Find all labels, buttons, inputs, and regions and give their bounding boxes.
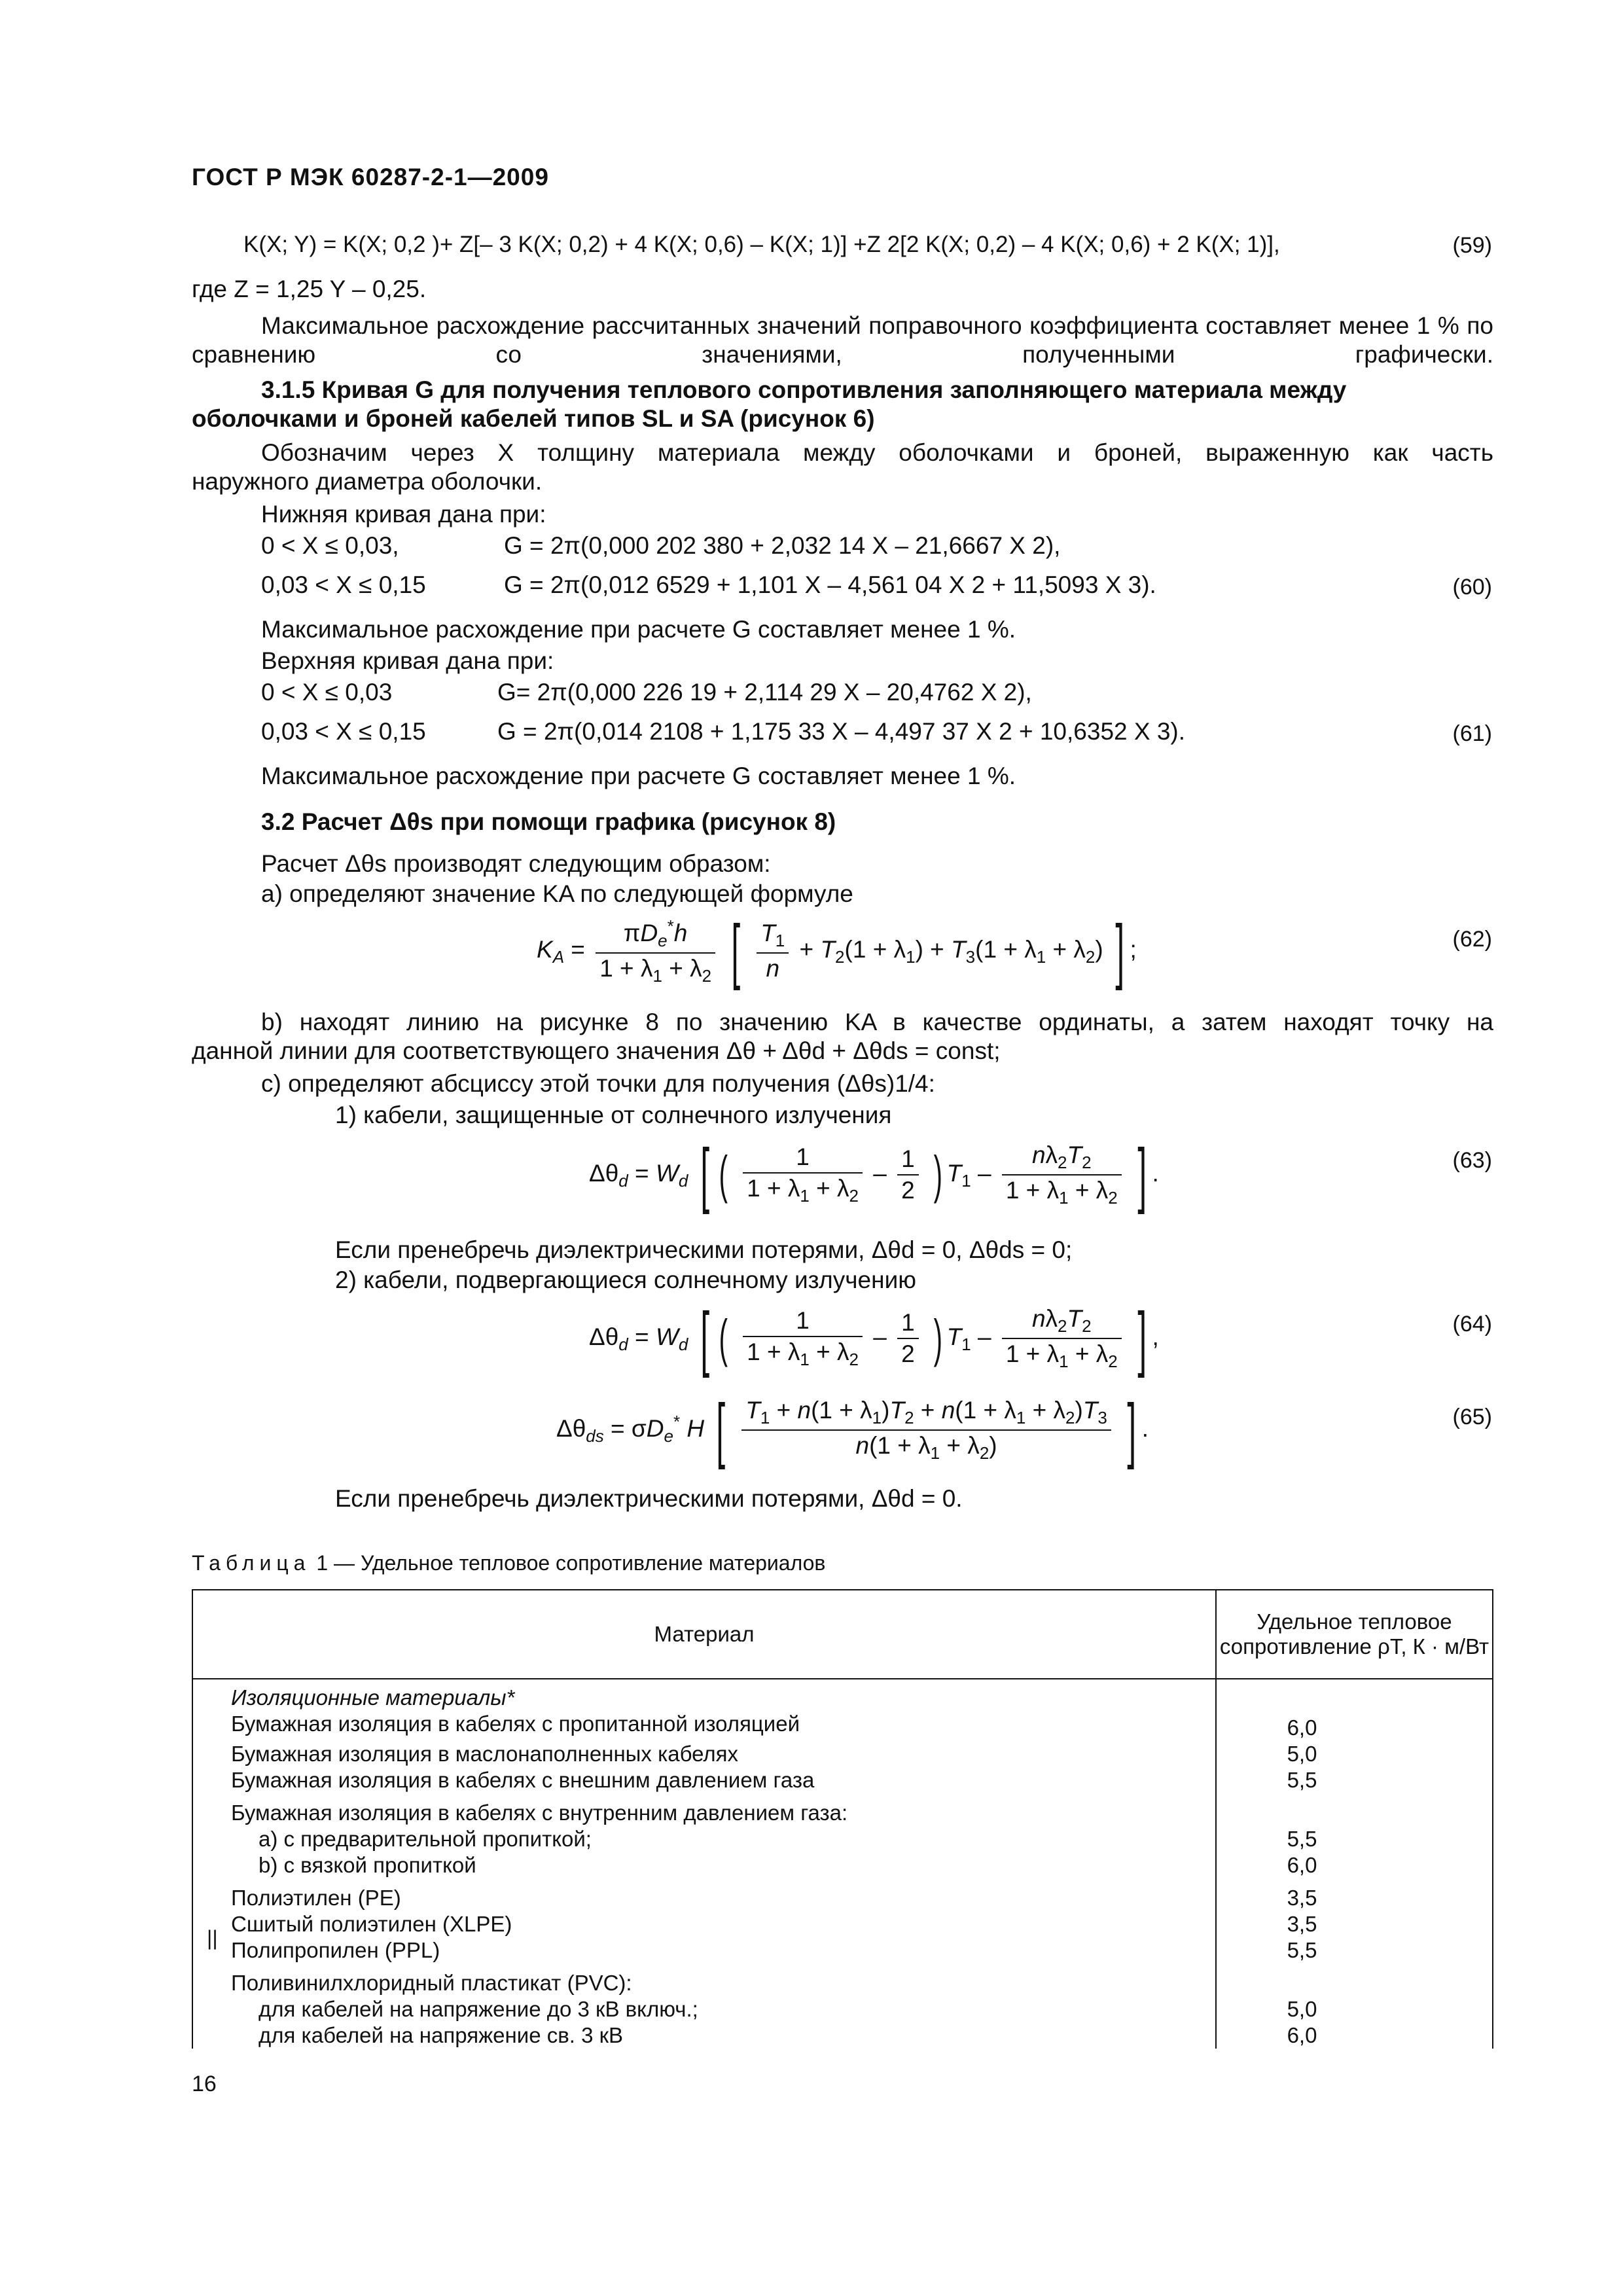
upper-condition-1: 0 < X ≤ 0,03 <box>261 679 393 706</box>
table-caption-prefix: Таблица <box>192 1551 311 1575</box>
equation-60-number: (60) <box>1452 575 1492 600</box>
upper-curve-title: Верхняя кривая дана при: <box>261 647 554 674</box>
page-number: 16 <box>192 2072 217 2096</box>
calculation-intro: Расчет Δθs производят следующим образом: <box>261 850 771 877</box>
material-cell: Бумажная изоляция в кабелях с пропитанной изоляцией <box>192 1711 1216 1741</box>
value-cell: 6,0 <box>1216 1852 1493 1878</box>
paragraph-denote-x-line2: наружного диаметра оболочки. <box>192 468 543 495</box>
material-cell: для кабелей на напряжение св. 3 кВ <box>259 2023 624 2047</box>
item-c2: 2) кабели, подвергающиеся солнечному излучению <box>335 1266 916 1293</box>
equation-64: $\Delta\theta_d = W_d$ [ ( $\frac{1}{1 + \lambda_1 + \lambda_2}$ – $\frac{1}{2}$ ) $T_1$ – $\frac{n\lambda_2T_2}{1 + \lambda_1 + \lambda_2}$ ] , <box>589 1298 1159 1378</box>
material-cell: a) с предварительной пропиткой; <box>259 1827 592 1851</box>
equation-64-number: (64) <box>1452 1312 1492 1336</box>
upper-condition-2: 0,03 < X ≤ 0,15 <box>261 718 426 745</box>
material-cell: b) с вязкой пропиткой <box>259 1853 476 1877</box>
item-c1: 1) кабели, защищенные от солнечного излучения <box>335 1102 892 1128</box>
value-cell: 3,5 <box>1216 1911 1493 1937</box>
value-cell: 5,5 <box>1216 1937 1493 1964</box>
eq62-fraction-right: $\frac{T_1}{n}$ <box>757 920 789 982</box>
item-b-line1: b) находят линию на рисунке 8 по значению KA в качестве ординаты, а затем находят точку на <box>261 1009 1493 1035</box>
value-cell <box>1216 1970 1493 1996</box>
table-row <box>192 1937 1493 1964</box>
table-row <box>192 1911 1493 1937</box>
material-cell: Бумажная изоляция в кабелях с внутренним давлением газа: <box>192 1800 1216 1826</box>
equation-62: $K_A$ = $\frac{\pi D_e^*h}{1 + \lambda_1 + \lambda_2}$ [ $\frac{T_1}{n}$ + $T_2(1 + \lambda_1) + T_3(1 + \lambda_1 + \lambda_2)$ ] ; <box>537 910 1137 991</box>
document-header: ГОСТ Р МЭК 60287-2-1—2009 <box>192 164 549 190</box>
value-cell: 3,5 <box>1216 1885 1493 1911</box>
value-cell: 5,5 <box>1216 1767 1493 1793</box>
table-row <box>192 1826 1493 1852</box>
header-resistance-line1: Удельное тепловое <box>1257 1609 1452 1634</box>
if-neglect-2: Если пренебречь диэлектрическими потерями, Δθd = 0. <box>335 1485 963 1512</box>
equation-63-number: (63) <box>1452 1148 1492 1173</box>
table-row <box>192 1970 1493 1996</box>
item-b-line2: данной линии для соответствующего значения Δθ + Δθd + Δθds = const; <box>192 1037 1001 1064</box>
table-section-insulation: Изоляционные материалы* <box>192 1679 1216 1711</box>
lower-formula-2: G = 2π(0,012 6529 + 1,101 X – 4,561 04 X 2 + 11,5093 X 3). <box>504 571 1156 598</box>
material-cell: Бумажная изоляция в кабелях с внешним давлением газа <box>192 1767 1216 1793</box>
table-caption-text: 1 — Удельное тепловое сопротивление материалов <box>316 1551 826 1575</box>
material-cell: для кабелей на напряжение до 3 кВ включ.; <box>259 1997 698 2021</box>
value-cell: 6,0 <box>1216 2022 1493 2049</box>
equation-63: $\Delta\theta_d = W_d$ [ ( $\frac{1}{1 + \lambda_1 + \lambda_2}$ – $\frac{1}{2}$ ) $T_1$ – $\frac{n\lambda_2T_2}{1 + \lambda_1 + \lambda_2}$ ] . <box>589 1134 1159 1215</box>
value-cell: 6,0 <box>1216 1711 1493 1741</box>
max-discrepancy-lower: Максимальное расхождение при расчете G составляет менее 1 %. <box>261 616 1016 643</box>
equation-65: $\Delta\theta_{ds} = \sigma D_e^*$ H [ $\frac{T_1 + n(1 + \lambda_1)T_2 + n(1 + \lambda_1 + \lambda_2)T_3}{n(1 + \lambda_1 + \lambda_2)}$ ] . <box>556 1390 1149 1470</box>
paragraph-denote-x-line1: Обозначим через X толщину материала между оболочками и броней, выраженную как часть <box>261 439 1493 466</box>
section-3-1-5-title-line1: 3.1.5 Кривая G для получения теплового сопротивления заполняющего материала между <box>261 376 1347 403</box>
value-cell: 5,0 <box>1216 1996 1493 2022</box>
table-row <box>192 1996 1493 2022</box>
materials-table <box>192 1589 1493 2049</box>
equation-65-number: (65) <box>1452 1405 1492 1429</box>
table-row <box>192 1711 1493 1741</box>
change-bar-marker: || <box>207 1926 218 1950</box>
max-discrepancy-upper: Максимальное расхождение при расчете G составляет менее 1 %. <box>261 762 1016 789</box>
header-material: Материал <box>192 1590 1216 1679</box>
material-cell: Полипропилен (PPL) <box>192 1937 1216 1964</box>
lower-formula-1: G = 2π(0,000 202 380 + 2,032 14 X – 21,6667 X 2), <box>504 532 1061 559</box>
equation-59: K(X; Y) = K(X; 0,2 )+ Z[– 3 K(X; 0,2) + 4 K(X; 0,6) – K(X; 1)] +Z 2[2 K(X; 0,2) – 4 K(X; 0,6) + 2 K(X; 1)], <box>243 232 1280 257</box>
table-row <box>192 1885 1493 1911</box>
paragraph-max-discrepancy: Максимальное расхождение рассчитанных значений поправочного коэффициента составляет менее 1 % по сравнению со значениями, полученными графически. <box>192 312 1493 368</box>
table-row <box>192 1741 1493 1767</box>
upper-formula-1: G= 2π(0,000 226 19 + 2,114 29 X – 20,4762 X 2), <box>497 679 1032 706</box>
table-row <box>192 1800 1493 1826</box>
section-3-1-5-title-line2: оболочками и броней кабелей типов SL и SA (рисунок 6) <box>192 405 875 432</box>
section-3-2-title: 3.2 Расчет Δθs при помощи графика (рисунок 8) <box>261 808 836 835</box>
table-row <box>192 1852 1493 1878</box>
equation-61-number: (61) <box>1452 721 1492 746</box>
item-a: a) определяют значение KA по следующей формуле <box>261 880 853 907</box>
value-cell <box>1216 1800 1493 1826</box>
equation-59-number: (59) <box>1452 233 1492 258</box>
where-z: где Z = 1,25 Y – 0,25. <box>192 276 427 302</box>
equation-62-number: (62) <box>1452 927 1492 952</box>
value-cell: 5,0 <box>1216 1741 1493 1767</box>
material-cell: Сшитый полиэтилен (XLPE) <box>192 1911 1216 1937</box>
lower-condition-2: 0,03 < X ≤ 0,15 <box>261 571 426 598</box>
table-row <box>192 2022 1493 2049</box>
eq62-fraction-left: $\frac{\pi D_e^*h}{1 + \lambda_1 + \lambda_2}$ <box>596 916 715 986</box>
material-cell: Бумажная изоляция в маслонаполненных кабелях <box>192 1741 1216 1767</box>
value-cell: 5,5 <box>1216 1826 1493 1852</box>
lower-curve-title: Нижняя кривая дана при: <box>261 501 546 528</box>
lower-condition-1: 0 < X ≤ 0,03, <box>261 532 399 559</box>
material-cell: Поливинилхлоридный пластикат (PVC): <box>192 1970 1216 1996</box>
if-neglect-1: Если пренебречь диэлектрическими потерями, Δθd = 0, Δθds = 0; <box>335 1236 1073 1263</box>
material-cell: Полиэтилен (PE) <box>192 1885 1216 1911</box>
upper-formula-2: G = 2π(0,014 2108 + 1,175 33 X – 4,497 37 X 2 + 10,6352 X 3). <box>497 718 1186 745</box>
table-row <box>192 1767 1493 1793</box>
header-resistance-line2: сопротивление ρT, К · м/Вт <box>1219 1634 1489 1659</box>
header-resistance <box>1216 1590 1493 1679</box>
table-caption <box>192 1551 825 1575</box>
item-c: c) определяют абсциссу этой точки для получения (Δθs)1/4: <box>261 1070 935 1097</box>
